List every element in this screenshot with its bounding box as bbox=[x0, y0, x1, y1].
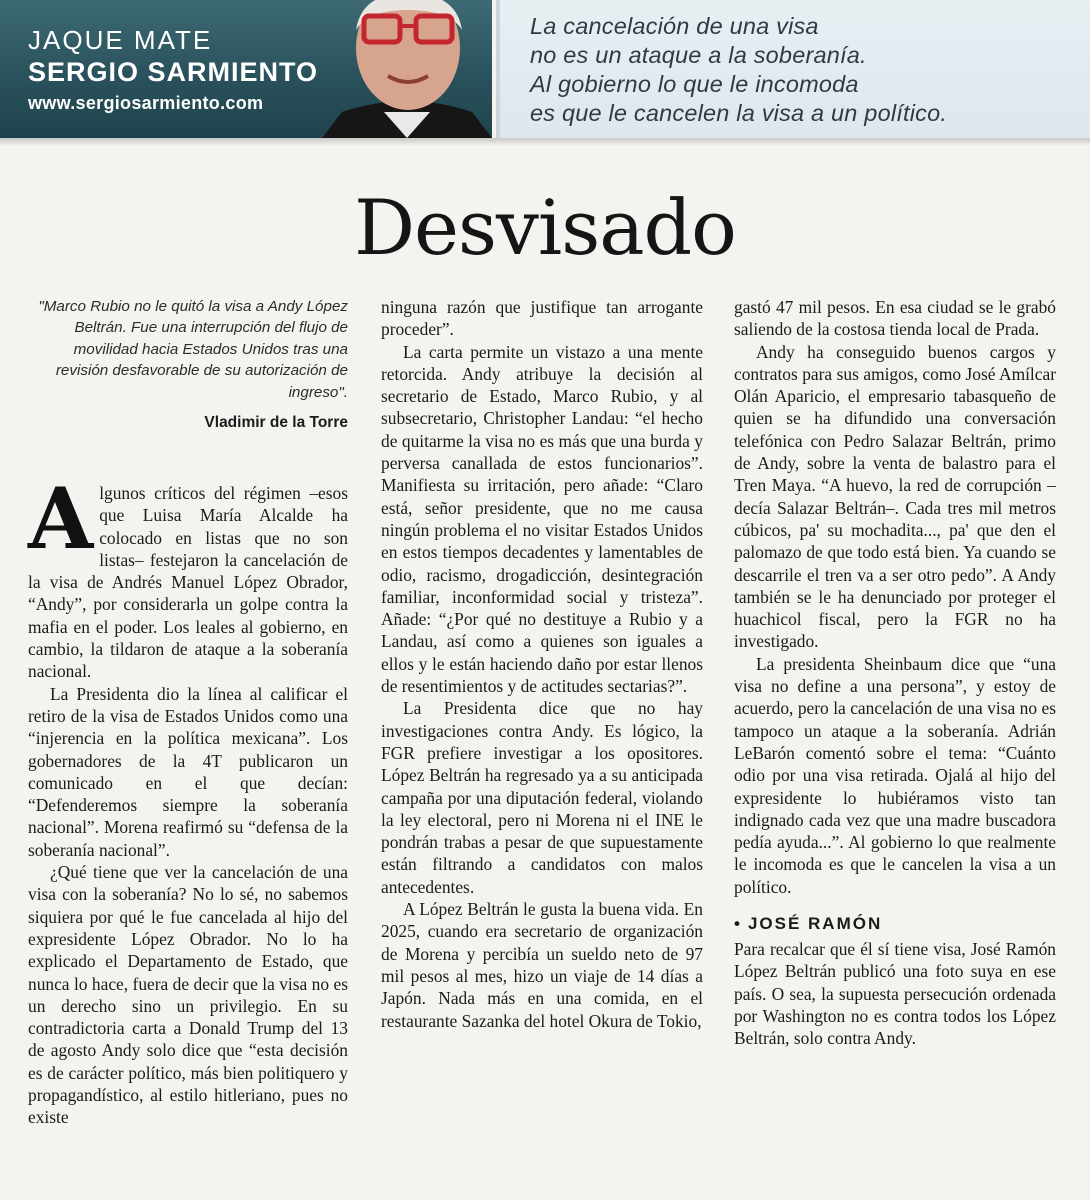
subhead-title: JOSÉ RAMÓN bbox=[747, 914, 883, 934]
body-paragraph: ¿Qué tiene que ver la cancelación de una visa con la soberanía? No lo sé, no sabemos siquiera por qué le fue cancelada al hijo del expresidente López Obrador. No lo ha explicado el Departamento de Estado, que nunca lo hace, fuera de decir que la visa no es un derecho sino un privilegio. En su contradictoria carta a Donald Trump del 13 de agosto Andy solo dice que “esta decisión es de carácter político, más bien politiquero y propagandístico, al estilo hitleriano, pues no existe bbox=[28, 862, 348, 1128]
article-headline: Desvisado bbox=[354, 183, 736, 272]
body-paragraph: La Presidenta dio la línea al calificar el retiro de la visa de Estados Unidos como una “injerencia en la política mexicana”. Los gobernadores de la 4T publicaron un comunicado en el que decían: “Defenderemos siempre la soberanía nacional”. Morena reafirmó su “defensa de la soberanía nacional”. bbox=[28, 683, 348, 860]
body-paragraph-continuation: gastó 47 mil pesos. En esa ciudad se le grabó saliendo de la costosa tienda local de Prada. bbox=[734, 297, 1056, 340]
header-pull-quote bbox=[496, 0, 1090, 138]
bullet-icon: • bbox=[734, 914, 742, 934]
body-paragraph: La Presidenta dice que no hay investigaciones contra Andy. Es lógico, la FGR prefiere investigar a los opositores. López Beltrán ha regresado ya a su anticipada campaña por una diputación federal, violando la ley electoral, pero ni Morena ni el INE le pondrán trabas a pesar de que supuestamente están filtrando a candidatos con malos antecedentes. bbox=[381, 698, 703, 897]
pull-quote-line: no es un ataque a la soberanía. bbox=[530, 42, 867, 68]
section-subhead bbox=[734, 912, 1056, 936]
pull-quote-line: Al gobierno lo que le incomoda bbox=[530, 71, 859, 97]
pull-quote-line: es que le cancelen la visa a un político. bbox=[530, 100, 948, 126]
body-paragraph: La presidenta Sheinbaum dice que “una visa no define a una persona”, y estoy de acuerdo, pero la cancelación de una visa no es tampoco un ataque a la soberanía. Adrián LeBarón comentó sobre el tema: “Cuánto odio por una visa retirada. Ojalá al hijo del expresidente lo hubiéramos visto tan indignado cada vez que una madre buscadora pedía ayuda...”. Al gobierno lo que realmente le incomoda es que le cancelen la visa a un político. bbox=[734, 653, 1056, 897]
pull-quote-line: La cancelación de una visa bbox=[530, 13, 819, 39]
body-paragraph: La carta permite un vistazo a una mente retorcida. Andy atribuye la decisión al secretario de Estado, Marco Rubio, y al subsecretario, Christopher Landau: “el hecho de quitarme la visa no es más que una burda y perversa canallada de estos funcionarios”. Manifiesta su irritación, pero añade: “Claro está, señor presidente, que no me causa ningún problema el no visitar Estados Unidos en estos tiempos decadentes y lamentables de odio, racismo, drogadicción, desintegración familiar, inconformidad social y tristeza”. Añade: “¿Por qué no destituye a Rubio y a Landau, así como a quienes son iguales a ellos y le están haciendo daño por estar llenos de resentimientos y de actitudes sectarias?”. bbox=[381, 341, 703, 697]
drop-cap: A bbox=[28, 469, 94, 568]
lead-text: lgunos críticos del régimen –esos que Luisa María Alcalde ha colocado en listas que no son listas– festejaron la cancelación de la visa de Andrés Manuel López Obrador, “Andy”, por considerarla un golpe contra la mafia en el poder. Los leales al gobierno, en cambio, la tildaron de ataque a la soberanía nacional. bbox=[28, 483, 348, 682]
brand-text bbox=[28, 24, 318, 118]
article-column-1 bbox=[28, 296, 348, 1176]
epigraph-quote: "Marco Rubio no le quitó la visa a Andy López Beltrán. Fue una interrupción del flujo de movilidad hacia Estados Unidos tras una revisión desfavorable de su autorización de ingreso". bbox=[38, 298, 348, 401]
body-paragraph: Andy ha conseguido buenos cargos y contratos para sus amigos, como José Amílcar Olán Aparicio, el empresario tabasqueño de quien se ha difundido una conversación telefónica con Pedro Salazar Beltrán, primo de Andy, sobre la venta de balastro para el Tren Maya. “A huevo, la red de corrupción –decía Salazar Beltrán–. Cada tres mil metros cúbicos, pa' su mochadita..., pa' que den el palomazo de que todo está bien. Ya cuando se descarrile el tren va a ser otro pedo”. A Andy también se le ha denunciado por proteger el huachicol fiscal, pero la FGR no ha investigado. bbox=[734, 341, 1056, 652]
body-paragraph: Para recalcar que él sí tiene visa, José Ramón López Beltrán publicó una foto suya en ese país. O sea, la supuesta persecución ordenada por Washington no es contra todos los López Beltrán, solo contra Andy. bbox=[734, 939, 1056, 1049]
body-paragraph-continuation: ninguna razón que justifique tan arrogante proceder”. bbox=[381, 297, 703, 340]
author-name: SERGIO SARMIENTO bbox=[28, 57, 319, 87]
epigraph-author: Vladimir de la Torre bbox=[204, 414, 348, 432]
author-brand-panel bbox=[0, 0, 492, 138]
column-series-name: JAQUE MATE bbox=[28, 25, 213, 55]
column-header bbox=[0, 0, 1090, 138]
body-paragraph: A López Beltrán le gusta la buena vida. En 2025, cuando era secretario de organización de Morena y percibía un sueldo neto de 97 mil pesos al mes, hizo un viaje de 14 días a Japón. Nada más en una comida, en el restaurante Sazanka del hotel Okura de Tokio, bbox=[381, 899, 703, 1031]
epigraph bbox=[28, 296, 348, 482]
article-column-2 bbox=[381, 296, 703, 1176]
author-website: www.sergiosarmiento.com bbox=[28, 93, 264, 113]
author-portrait bbox=[322, 0, 492, 138]
lead-paragraph bbox=[28, 469, 348, 683]
article-column-3 bbox=[734, 296, 1056, 1176]
header-divider bbox=[0, 138, 1090, 146]
